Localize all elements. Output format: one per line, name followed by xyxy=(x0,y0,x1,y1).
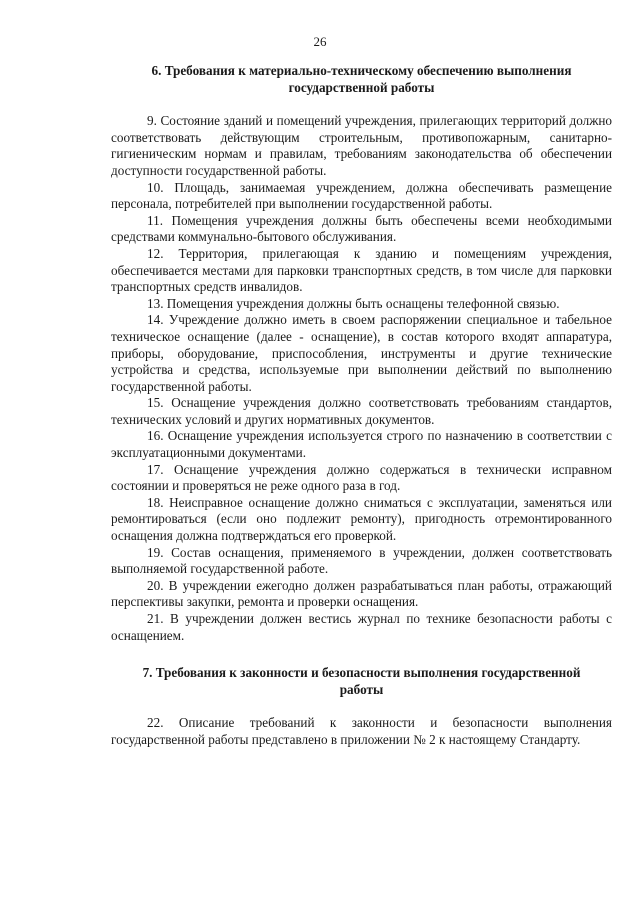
paragraph-9: 9. Состояние зданий и помещений учреждения, прилегающих территорий должно соответствовать действующим строительным, противопожарным, санитарно-гигиеническим нормам и правилам, требованиям законодательства об обеспечении доступности государственной работы. xyxy=(111,113,612,178)
paragraph-12: 12. Территория, прилегающая к зданию и помещениям учреждения, обеспечивается местами для парковки транспортных средств, в том числе для парковки транспортных средств инвалидов. xyxy=(111,245,612,295)
document-body xyxy=(111,63,612,749)
paragraph-10: 10. Площадь, занимаемая учреждением, должна обеспечивать размещение персонала, потребителей при выполнении государственной работы. xyxy=(111,179,612,212)
paragraph-19: 19. Состав оснащения, применяемого в учреждении, должен соответствовать выполняемой государственной работе. xyxy=(111,544,612,577)
section-6-heading: 6. Требования к материально-техническому обеспечению выполнения государственной работы xyxy=(151,63,572,95)
page-number: 26 xyxy=(313,34,327,49)
section-7-heading: 7. Требования к законности и безопасности выполнения государственной работы xyxy=(142,665,581,697)
paragraph-20: 20. В учреждении ежегодно должен разрабатываться план работы, отражающий перспективы закупки, ремонта и проверки оснащения. xyxy=(111,577,612,610)
paragraph-15: 15. Оснащение учреждения должно соответствовать требованиям стандартов, технических условий и других нормативных документов. xyxy=(111,395,612,427)
paragraph-18: 18. Неисправное оснащение должно сниматься с эксплуатации, заменяться или ремонтироваться (если оно подлежит ремонту), пригодность отремонтированного оснащения должна подтверждаться его проверкой. xyxy=(111,494,612,544)
paragraph-21: 21. В учреждении должен вестись журнал по технике безопасности работы с оснащением. xyxy=(111,611,612,643)
paragraph-16: 16. Оснащение учреждения используется строго по назначению в соответствии с эксплуатационными документами. xyxy=(111,428,612,461)
paragraph-22: 22. Описание требований к законности и безопасности выполнения государственной работы представлено в приложении № 2 к настоящему Стандарту. xyxy=(111,715,612,747)
paragraph-11: 11. Помещения учреждения должны быть обеспечены всеми необходимыми средствами коммунально-бытового обслуживания. xyxy=(111,212,612,245)
paragraph-17: 17. Оснащение учреждения должно содержаться в технически исправном состоянии и проверяться не реже одного раза в год. xyxy=(111,461,612,494)
paragraph-14: 14. Учреждение должно иметь в своем распоряжении специальное и табельное техническое оснащение (далее - оснащение), в состав которого входят аппаратура, приборы, оборудование, приспособления, инструменты и другие технические устройства и средства, используемые при выполнении действий по выполнению государственной работы. xyxy=(111,312,612,394)
paragraph-13: 13. Помещения учреждения должны быть оснащены телефонной связью. xyxy=(147,295,560,311)
